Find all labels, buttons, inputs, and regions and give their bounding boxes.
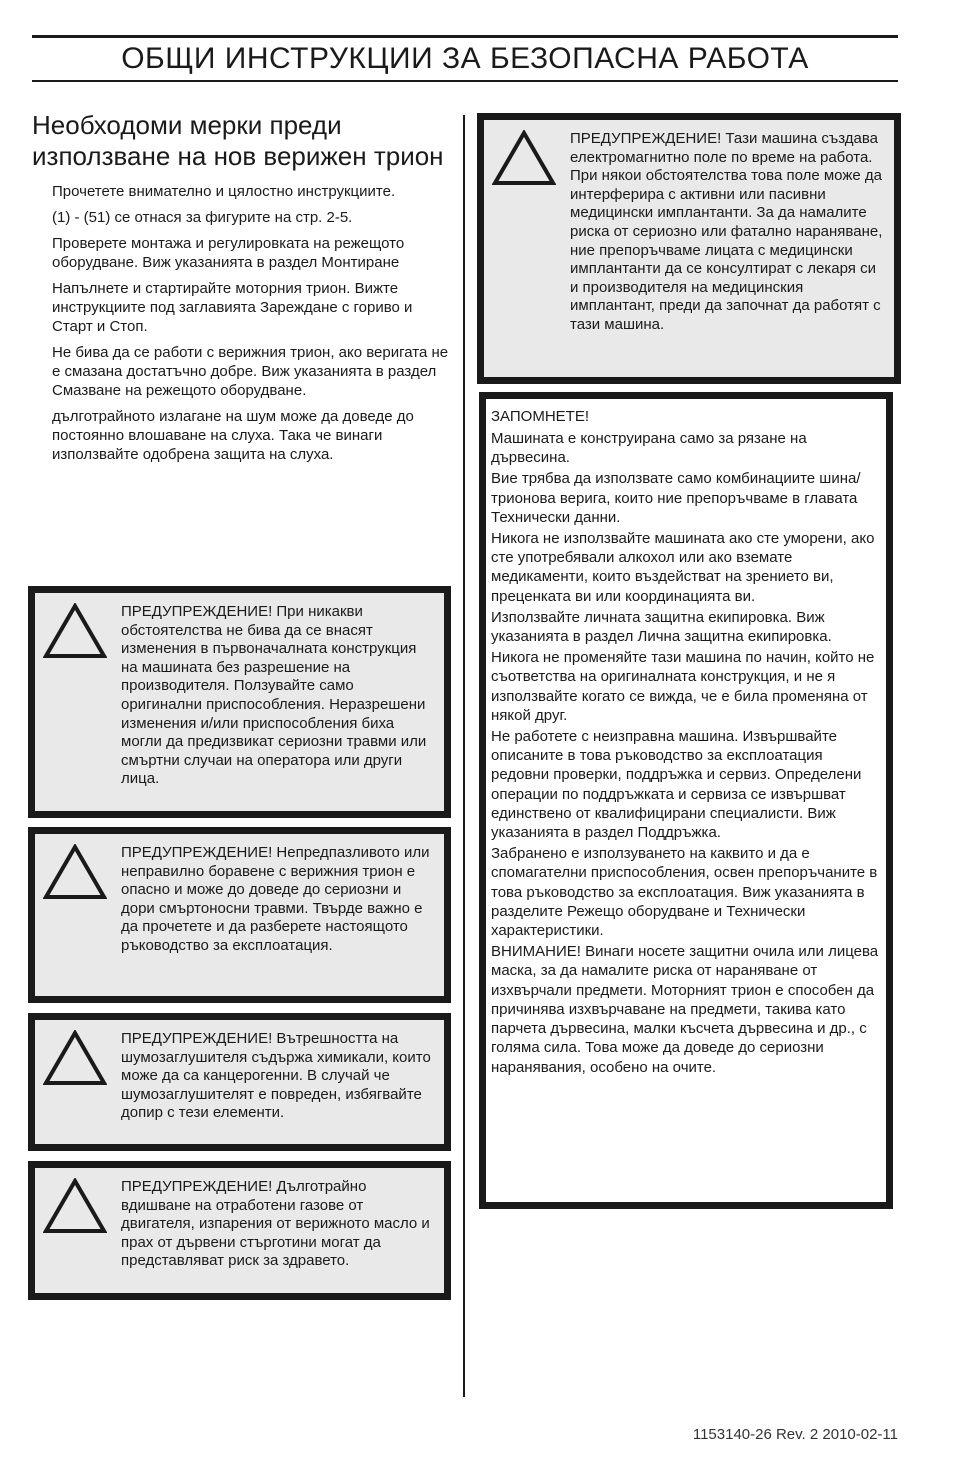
page-title: ОБЩИ ИНСТРУКЦИИ ЗА БЕЗОПАСНА РАБОТА bbox=[121, 42, 809, 75]
warning-triangle-icon bbox=[43, 1178, 107, 1234]
remember-heading: ЗАПОМНЕТЕ! bbox=[491, 408, 590, 425]
warning-box bbox=[28, 827, 451, 1003]
warning-text: ПРЕДУПРЕЖДЕНИЕ! Дълготрайно вдишване на отработени газове от двигателя, изпарения от верижното масло и прах от дървени стърготини могат да представляват риск за здравето. bbox=[121, 1178, 430, 1270]
paragraph: дълготрайното излагане на шум може да доведе до постоянно влошаване на слуха. Така че винаги използвайте одобрена защита на слуха. bbox=[52, 408, 414, 463]
left-column bbox=[32, 110, 452, 471]
warning-text: ПРЕДУПРЕЖДЕНИЕ! Тази машина създава електромагнитно поле по време на работа. При някои обстоятелства това поле може да интерферира с активни или пасивни медицински имплантанти. За да намалите риска от сериозно или фатално нараняване, ние препоръчваме лицата с медицински имплантанти да се консултират с лекаря си и производителя на медицинския имплантант, преди да започнат да работят с тази машина. bbox=[570, 130, 883, 333]
warning-panel bbox=[35, 1020, 444, 1144]
paragraph: Напълнете и стартирайте моторния трион. Вижте инструкциите под заглавията Зареждане с гориво и Старт и Стоп. bbox=[52, 280, 413, 335]
paragraph: Не бива да се работи с верижния трион, ако веригата не е смазана достатъчно добре. Виж указанията в раздел Смазване на режещото оборудване. bbox=[52, 344, 449, 399]
warning-panel bbox=[35, 834, 444, 996]
remember-item: Никога не променяйте тази машина по начин, който не съответства на оригиналната конструкция, и не я използвайте когато се вижда, че е била променяна от някой друг. bbox=[491, 649, 875, 724]
paragraph: Прочетете внимателно и цялостно инструкциите. bbox=[52, 183, 396, 200]
section-heading: Необходоми мерки преди използване на нов верижен трион bbox=[32, 110, 444, 171]
warning-panel bbox=[35, 593, 444, 811]
warning-text: ПРЕДУПРЕЖДЕНИЕ! Вътрешността на шумозаглушителя съдържа химикали, които може да са канцерогенни. В случай че шумозаглушителят е повреден, избягвайте допир с тези елементи. bbox=[121, 1030, 431, 1122]
warning-box bbox=[28, 1161, 451, 1300]
remember-item: Не работете с неизправна машина. Извършвайте описаните в това ръководство за експлоатация редовни проверки, поддръжка и сервиз. Определени операции по поддръжката и сервиза се извършват единствено от квалифицирани специалисти. Виж указанията в раздел Поддръжка. bbox=[491, 728, 862, 842]
warning-box bbox=[28, 586, 451, 818]
remember-box bbox=[479, 392, 893, 1209]
paragraph: (1) - (51) се отнася за фигурите на стр. 2-5. bbox=[52, 209, 353, 226]
remember-panel bbox=[486, 399, 886, 1202]
warning-text: ПРЕДУПРЕЖДЕНИЕ! При никакви обстоятелства не бива да се внасят изменения в първоначалната конструкция на машината без разрешение на производителя. Ползувайте само оригинални приспособления. Неразрешени изменения и/или приспособления биха могли да предизвикат сериозни травми или смъртни случаи на оператора или други лица. bbox=[121, 603, 427, 788]
warning-box bbox=[477, 113, 901, 384]
warning-panel bbox=[484, 120, 894, 377]
remember-item: ВНИМАНИЕ! Винаги носете защитни очила или лицева маска, за да намалите риска от нараняване от изхвърчали предмети. Моторният трион е способен да причинява изхвърчаване на предмети, такива като парчета дървесина, малки късчета дървесина и др., с голяма сила. Това може да доведе до сериозни наранявания, особено на очите. bbox=[491, 943, 879, 1076]
title-rule-top bbox=[32, 35, 898, 38]
warning-triangle-icon bbox=[492, 130, 556, 186]
intro-paragraphs bbox=[32, 182, 452, 464]
remember-item: Забранено е използуването на каквито и да е спомагателни приспособления, освен препоръчаните в това ръководство за експлоатация. Виж указанията в разделите Режещо оборудване и Технически характеристики. bbox=[491, 845, 878, 940]
remember-item: Никога не използвайте машината ако сте уморени, ако сте употребявали алкохол или ако вземате медикаменти, които въздействат на зрението ви, преценката ви или координацията ви. bbox=[491, 530, 875, 605]
warning-panel bbox=[35, 1168, 444, 1293]
warning-box bbox=[28, 1013, 451, 1151]
paragraph: Проверете монтажа и регулировката на режещото оборудване. Виж указанията в раздел Монтиране bbox=[52, 235, 405, 271]
warning-text: ПРЕДУПРЕЖДЕНИЕ! Непредпазливото или неправилно боравене с верижния трион е опасно и може до доведе до сериозни и дори смъртоносни травми. Твърде важно е да прочетете и да разберете настоящото ръководство за експлоатация. bbox=[121, 844, 430, 954]
title-rule-bottom bbox=[32, 80, 898, 82]
warning-triangle-icon bbox=[43, 1030, 107, 1086]
document-footer: 1153140-26 Rev. 2 2010-02-11 bbox=[692, 1426, 898, 1443]
column-divider bbox=[463, 115, 465, 1397]
warning-triangle-icon bbox=[43, 603, 107, 659]
remember-item: Използвайте личната защитна екипировка. Виж указанията в раздел Лична защитна екипировка. bbox=[491, 608, 832, 646]
remember-item: Машината е конструирана само за рязане на дървесина. bbox=[491, 430, 807, 467]
remember-item: Вие трябва да използвате само комбинациите шина/трионова верига, които ние препоръчваме в главата Технически данни. bbox=[491, 470, 861, 526]
warning-triangle-icon bbox=[43, 844, 107, 900]
